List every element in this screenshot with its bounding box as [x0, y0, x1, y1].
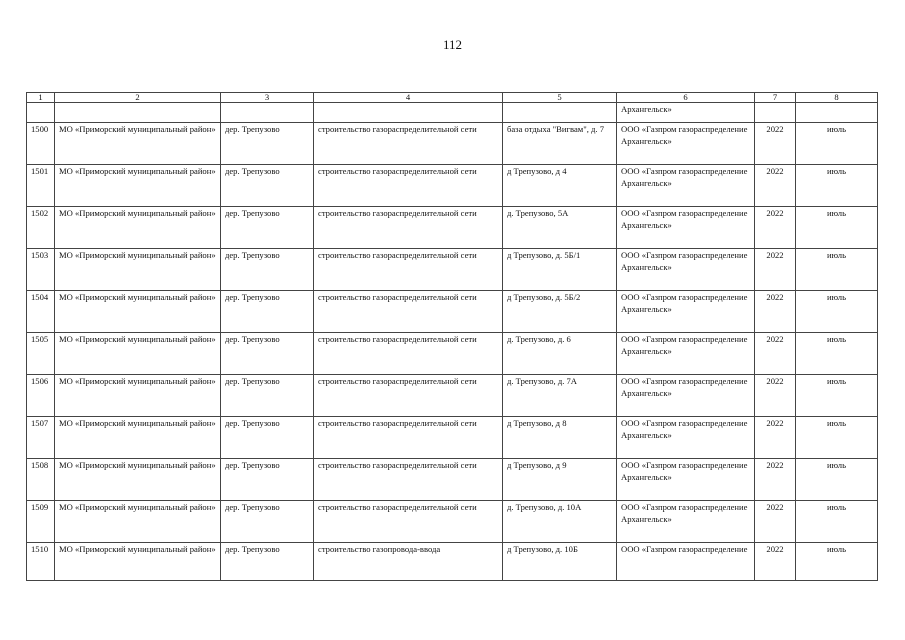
municipality-cell: МО «Приморский муниципальный район»	[55, 165, 221, 207]
settlement-cell: дер. Трепузово	[221, 291, 314, 333]
table-row	[27, 165, 878, 207]
work-type-cell: строительство газопровода-ввода	[314, 543, 503, 581]
org-cell: ООО «Газпром газораспределение Архангельск»	[617, 291, 755, 333]
org-cell: ООО «Газпром газораспределение Архангельск»	[617, 459, 755, 501]
org-cell: ООО «Газпром газораспределение Архангельск»	[617, 417, 755, 459]
row-number-cell: 1510	[27, 543, 55, 581]
column-number: 8	[796, 93, 878, 103]
table-cell	[796, 103, 878, 123]
row-number-cell: 1507	[27, 417, 55, 459]
month-cell: июль	[796, 249, 878, 291]
year-cell: 2022	[755, 459, 796, 501]
table-cell	[221, 103, 314, 123]
org-cell: ООО «Газпром газораспределение Архангельск»	[617, 123, 755, 165]
column-number: 3	[221, 93, 314, 103]
work-type-cell: строительство газораспределительной сети	[314, 501, 503, 543]
org-cell: Архангельск»	[617, 103, 755, 123]
address-cell: д. Трепузово, д. 6	[503, 333, 617, 375]
municipality-cell: МО «Приморский муниципальный район»	[55, 459, 221, 501]
work-type-cell: строительство газораспределительной сети	[314, 207, 503, 249]
month-cell: июль	[796, 165, 878, 207]
org-cell: ООО «Газпром газораспределение	[617, 543, 755, 581]
settlement-cell: дер. Трепузово	[221, 375, 314, 417]
row-number-cell: 1508	[27, 459, 55, 501]
work-type-cell: строительство газораспределительной сети	[314, 417, 503, 459]
table-cell	[27, 103, 55, 123]
address-cell: д Трепузово, д. 5Б/2	[503, 291, 617, 333]
table-cell	[503, 103, 617, 123]
settlement-cell: дер. Трепузово	[221, 123, 314, 165]
municipality-cell: МО «Приморский муниципальный район»	[55, 249, 221, 291]
column-number: 5	[503, 93, 617, 103]
row-number-cell: 1504	[27, 291, 55, 333]
municipality-cell: МО «Приморский муниципальный район»	[55, 291, 221, 333]
settlement-cell: дер. Трепузово	[221, 207, 314, 249]
work-type-cell: строительство газораспределительной сети	[314, 291, 503, 333]
municipality-cell: МО «Приморский муниципальный район»	[55, 333, 221, 375]
row-number-cell: 1505	[27, 333, 55, 375]
table-row	[27, 291, 878, 333]
row-number-cell: 1509	[27, 501, 55, 543]
table-cell	[755, 103, 796, 123]
municipality-cell: МО «Приморский муниципальный район»	[55, 207, 221, 249]
column-number: 4	[314, 93, 503, 103]
org-cell: ООО «Газпром газораспределение Архангельск»	[617, 501, 755, 543]
settlement-cell: дер. Трепузово	[221, 501, 314, 543]
month-cell: июль	[796, 417, 878, 459]
year-cell: 2022	[755, 165, 796, 207]
table-cell	[314, 103, 503, 123]
year-cell: 2022	[755, 543, 796, 581]
year-cell: 2022	[755, 249, 796, 291]
work-type-cell: строительство газораспределительной сети	[314, 123, 503, 165]
work-type-cell: строительство газораспределительной сети	[314, 249, 503, 291]
row-number-cell: 1500	[27, 123, 55, 165]
month-cell: июль	[796, 123, 878, 165]
work-type-cell: строительство газораспределительной сети	[314, 375, 503, 417]
year-cell: 2022	[755, 333, 796, 375]
table-row	[27, 249, 878, 291]
continuation-row	[27, 103, 878, 123]
municipality-cell: МО «Приморский муниципальный район»	[55, 543, 221, 581]
year-cell: 2022	[755, 501, 796, 543]
address-cell: д. Трепузово, д. 10А	[503, 501, 617, 543]
column-number: 6	[617, 93, 755, 103]
address-cell: база отдыха "Вигвам", д. 7	[503, 123, 617, 165]
column-number: 2	[55, 93, 221, 103]
row-number-cell: 1501	[27, 165, 55, 207]
settlement-cell: дер. Трепузово	[221, 333, 314, 375]
month-cell: июль	[796, 291, 878, 333]
address-cell: д Трепузово, д. 5Б/1	[503, 249, 617, 291]
table-row	[27, 375, 878, 417]
month-cell: июль	[796, 333, 878, 375]
table-row	[27, 501, 878, 543]
year-cell: 2022	[755, 375, 796, 417]
work-type-cell: строительство газораспределительной сети	[314, 459, 503, 501]
settlement-cell: дер. Трепузово	[221, 543, 314, 581]
table-row	[27, 543, 878, 581]
address-cell: д Трепузово, д 8	[503, 417, 617, 459]
table-row	[27, 459, 878, 501]
row-number-cell: 1502	[27, 207, 55, 249]
row-number-cell: 1506	[27, 375, 55, 417]
municipality-cell: МО «Приморский муниципальный район»	[55, 501, 221, 543]
table-row	[27, 123, 878, 165]
settlement-cell: дер. Трепузово	[221, 249, 314, 291]
year-cell: 2022	[755, 207, 796, 249]
table-row	[27, 333, 878, 375]
work-type-cell: строительство газораспределительной сети	[314, 165, 503, 207]
address-cell: д. Трепузово, 5А	[503, 207, 617, 249]
month-cell: июль	[796, 459, 878, 501]
month-cell: июль	[796, 501, 878, 543]
municipality-cell: МО «Приморский муниципальный район»	[55, 417, 221, 459]
work-type-cell: строительство газораспределительной сети	[314, 333, 503, 375]
table-cell	[55, 103, 221, 123]
settlement-cell: дер. Трепузово	[221, 417, 314, 459]
column-number: 1	[27, 93, 55, 103]
settlement-cell: дер. Трепузово	[221, 165, 314, 207]
org-cell: ООО «Газпром газораспределение Архангельск»	[617, 333, 755, 375]
table-row	[27, 417, 878, 459]
month-cell: июль	[796, 543, 878, 581]
org-cell: ООО «Газпром газораспределение Архангельск»	[617, 165, 755, 207]
year-cell: 2022	[755, 417, 796, 459]
org-cell: ООО «Газпром газораспределение Архангельск»	[617, 207, 755, 249]
address-cell: д Трепузово, д 4	[503, 165, 617, 207]
address-cell: д Трепузово, д. 10Б	[503, 543, 617, 581]
org-cell: ООО «Газпром газораспределение Архангельск»	[617, 375, 755, 417]
year-cell: 2022	[755, 291, 796, 333]
month-cell: июль	[796, 375, 878, 417]
org-cell: ООО «Газпром газораспределение Архангельск»	[617, 249, 755, 291]
row-number-cell: 1503	[27, 249, 55, 291]
municipality-cell: МО «Приморский муниципальный район»	[55, 375, 221, 417]
settlement-cell: дер. Трепузово	[221, 459, 314, 501]
month-cell: июль	[796, 207, 878, 249]
page-number: 112	[442, 37, 463, 52]
address-cell: д Трепузово, д 9	[503, 459, 617, 501]
register-table	[26, 92, 878, 581]
address-cell: д. Трепузово, д. 7А	[503, 375, 617, 417]
municipality-cell: МО «Приморский муниципальный район»	[55, 123, 221, 165]
table-row	[27, 207, 878, 249]
column-number: 7	[755, 93, 796, 103]
column-number-row	[27, 93, 878, 103]
year-cell: 2022	[755, 123, 796, 165]
